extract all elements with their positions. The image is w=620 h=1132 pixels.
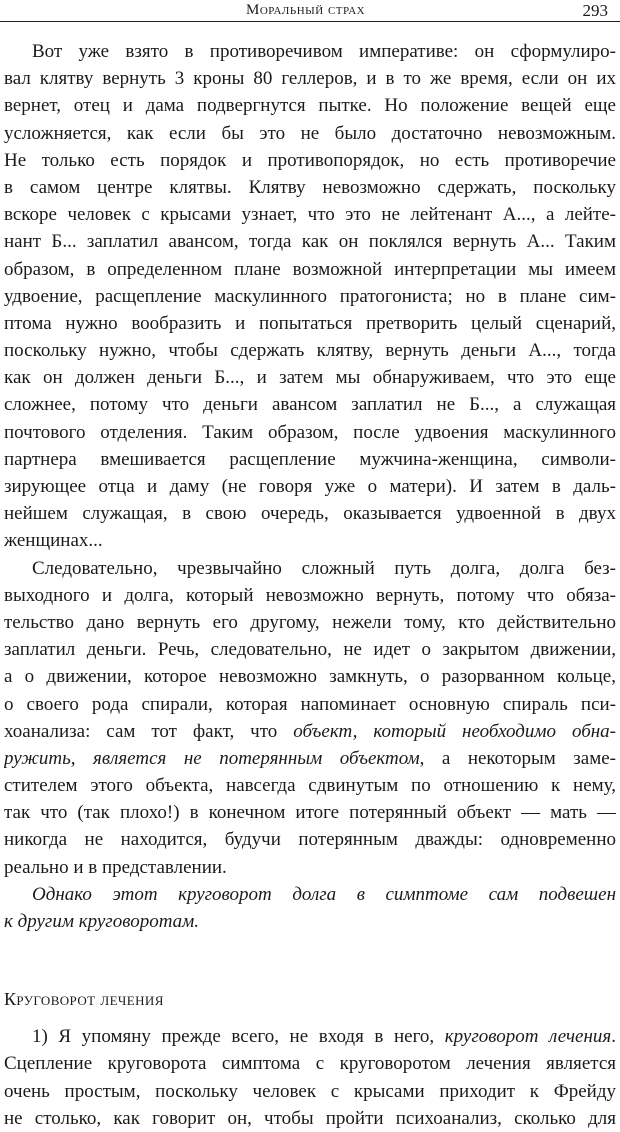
text-line: нант Б... заплатил авансом, тогда как он поклялся вернуть А... Таким bbox=[4, 231, 616, 253]
text-line: партнера вмешивается расщепление мужчина-женщина, символи- bbox=[4, 448, 616, 470]
text-line: вскоре человек с крысами узнает, что это не лейтенант А..., а лейте- bbox=[4, 204, 616, 226]
text-line: зирующее отца и даму (не говоря уже о матери). И затем в даль- bbox=[4, 476, 616, 497]
text-line: усложняется, как если бы это не было достаточно невозможным. bbox=[4, 122, 616, 144]
heading-spacer bbox=[4, 1015, 616, 1023]
text-line-mixed bbox=[4, 1023, 616, 1050]
text-line-mixed bbox=[4, 718, 616, 745]
running-head bbox=[0, 0, 620, 22]
section-spacer bbox=[4, 935, 616, 983]
paragraph-3 bbox=[4, 881, 616, 935]
text-line: в самом центре клятвы. Клятву невозможно сдержать, поскольку bbox=[4, 176, 616, 198]
emphasis-run: круговорот лечения bbox=[444, 1026, 612, 1048]
paragraph-1 bbox=[4, 38, 616, 555]
text-line-mixed bbox=[4, 745, 616, 772]
text-line: образом, в определенном плане возможной интерпретации мы имеем bbox=[4, 258, 616, 280]
text-line: Вот уже взято в противоречивом императиве: он сформулиро- bbox=[32, 41, 616, 62]
text-line: к другим круговоротам. bbox=[4, 911, 200, 932]
text-line: стителем этого объекта, навсегда сдвинутым по отношению к нему, bbox=[4, 775, 616, 797]
running-title: Моральный страх bbox=[246, 2, 366, 18]
text-line: Следовательно, чрезвычайно сложный путь долга, долга без- bbox=[32, 557, 616, 579]
paragraph-2 bbox=[4, 555, 616, 881]
page-number: 293 bbox=[582, 1, 608, 20]
text-line: почтового отделения. Таким образом, после удвоения маскулинного bbox=[4, 421, 616, 443]
text-line: Не только есть порядок и противопорядок, но есть противоречие bbox=[4, 149, 616, 171]
text-line: о своего рода спирали, которая напоминает основную спираль пси- bbox=[4, 693, 616, 715]
text-line: очень простым, поскольку человек с крысами приходит к Фрейду bbox=[4, 1080, 616, 1102]
text-line: не столько, как говорит он, чтобы пройти психоанализ, сколько для bbox=[4, 1107, 616, 1129]
text-line: сложнее, потому что деньги авансом заплатил не Б..., а служащая bbox=[4, 394, 616, 416]
text-line: поскольку нужно, чтобы сдержать клятву, вернуть деньги А..., тогда bbox=[4, 340, 616, 362]
header-rule bbox=[0, 21, 620, 22]
text-line: тельство дано вернуть его другому, нежели тому, кто действительно bbox=[4, 611, 616, 633]
text-line: Сцепление круговорота симптома с круговоротом лечения является bbox=[4, 1053, 616, 1075]
emphasis-run: ружить, является не потерянным объектом bbox=[4, 747, 420, 769]
text-line: вал клятву вернуть 3 кроны 80 геллеров, и в то же время, если он их bbox=[4, 68, 616, 90]
section-heading: Круговорот лечения bbox=[4, 989, 164, 1010]
body-text bbox=[4, 38, 616, 1132]
text-line: а о движении, которое невозможно замкнуть, о разорванном кольце, bbox=[4, 666, 616, 688]
text-run: хоанализа: сам тот факт, что bbox=[4, 720, 278, 742]
text-line: Однако этот круговорот долга в симптоме сам подвешен bbox=[32, 883, 616, 905]
text-line: женщинах... bbox=[4, 530, 103, 552]
text-line: заплатил деньги. Речь, следовательно, не идет о закрытом движении, bbox=[4, 639, 616, 661]
text-line: никогда не находится, будучи потерянным дважды: одновременно bbox=[4, 829, 616, 851]
text-run: 1) Я упомяну прежде всего, не входя в него, bbox=[32, 1026, 435, 1048]
text-line: как он должен деньги Б..., и затем мы обнаруживаем, что это еще bbox=[4, 367, 616, 389]
text-run: , а некоторым заме- bbox=[419, 747, 616, 769]
text-line: нейшем служащая, в свою очередь, оказывается удвоенной в двух bbox=[4, 503, 616, 525]
text-line: так что (так плохо!) в конечном итоге потерянный объект — мать — bbox=[4, 802, 616, 824]
text-line: реально и в представлении. bbox=[4, 856, 227, 878]
text-line: удвоение, расщепление маскулинного пратогониста; но в плане сим- bbox=[4, 285, 616, 307]
emphasis-run: объект, который необходимо обна- bbox=[293, 720, 616, 742]
paragraph-4 bbox=[4, 1023, 616, 1132]
text-line: вернет, отец и дама подвергнутся пытке. Но положение вещей еще bbox=[4, 95, 616, 117]
text-line: птома нужно вообразить и попытаться претворить целый сценарий, bbox=[4, 312, 616, 334]
text-line: выходного и долга, который невозможно вернуть, потому что обяза- bbox=[4, 584, 616, 606]
text-run: . bbox=[611, 1026, 616, 1048]
